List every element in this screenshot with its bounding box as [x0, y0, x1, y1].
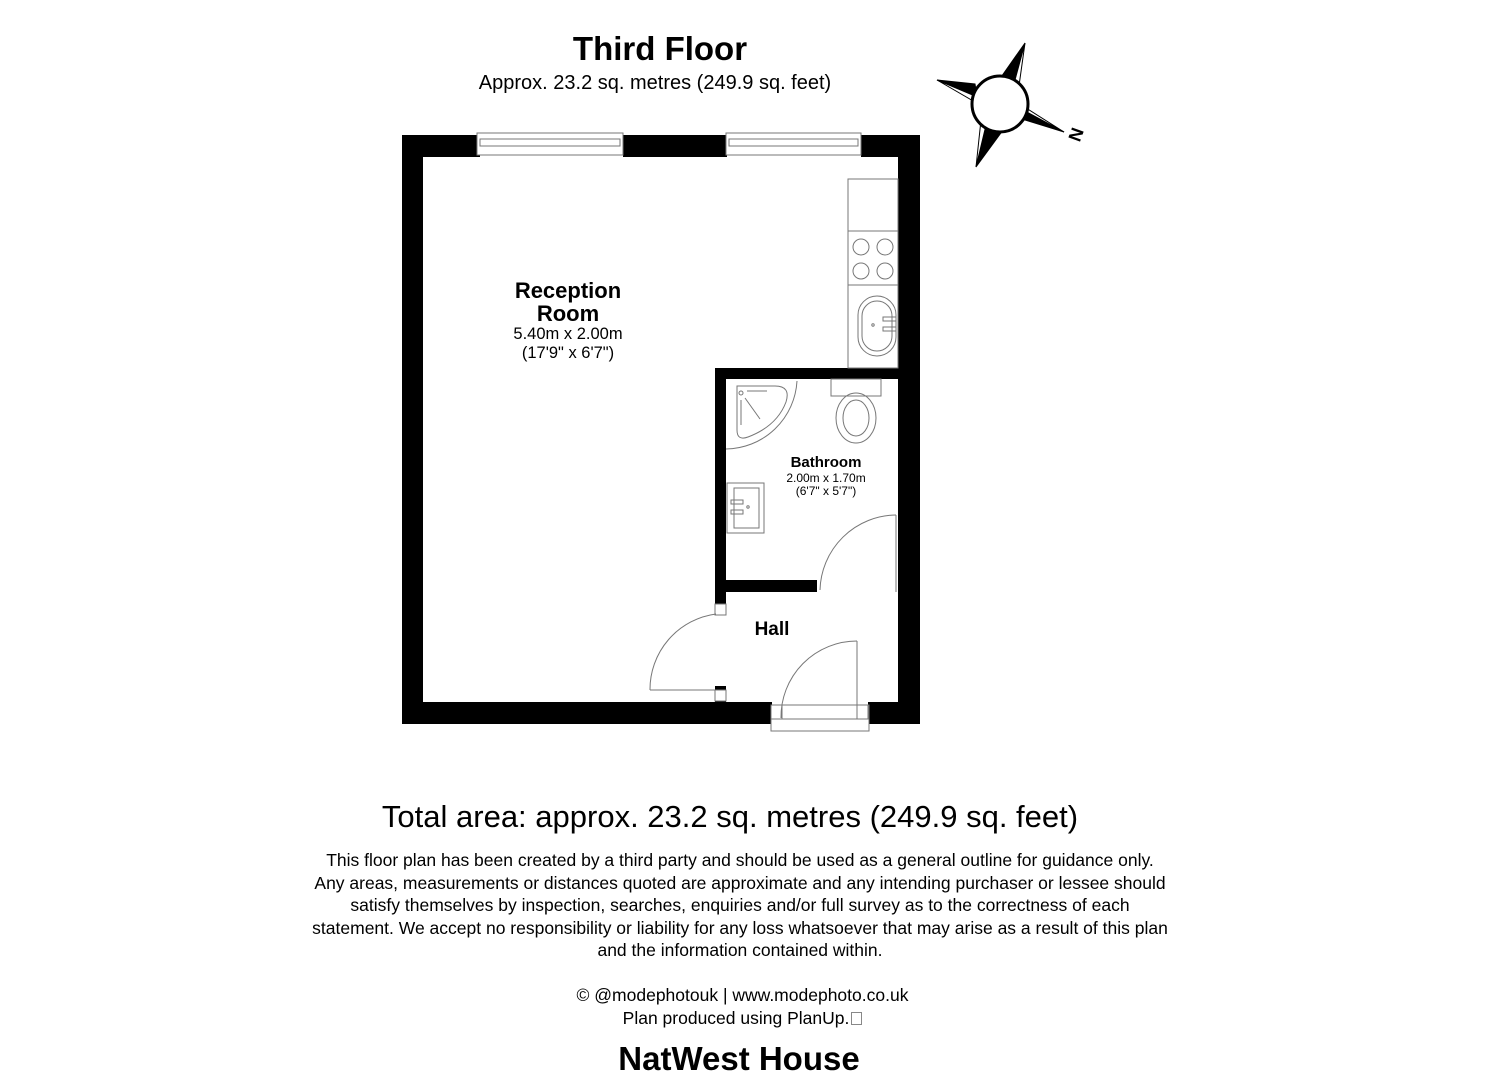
building-name: NatWest House	[618, 1040, 860, 1077]
kitchen-counter-icon	[848, 179, 898, 368]
kitchen-sink-icon	[858, 296, 896, 356]
walls	[402, 135, 920, 724]
disclaimer-line: and the information contained within.	[597, 940, 883, 960]
hob-icon	[853, 239, 893, 279]
room-dimensions-metric: 5.40m x 2.00m	[513, 325, 623, 343]
disclaimer	[240, 849, 1240, 962]
disclaimer-line: Any areas, measurements or distances quoted are approximate and any intending purchaser or lessee should	[314, 872, 1166, 893]
credits	[0, 984, 1485, 1029]
shower-tray-icon	[726, 381, 797, 449]
planup-text: Plan produced using PlanUp.	[622, 1007, 850, 1028]
room-label-hall: Hall	[754, 619, 790, 640]
disclaimer-line: statement. We accept no responsibility or liability for any loss whatsoever that may arise as a result of this plan	[312, 917, 1168, 938]
room-name: Reception	[514, 278, 622, 303]
toilet-icon	[831, 379, 881, 443]
room-dimensions-imperial: (6'7" x 5'7")	[795, 484, 857, 498]
floor-title: Third Floor	[572, 30, 748, 67]
total-area: Total area: approx. 23.2 sq. metres (249.9 sq. feet)	[381, 799, 1079, 834]
disclaimer-line: satisfy themselves by inspection, searches, enquiries and/or full survey as to the correctness of each	[350, 895, 1130, 915]
disclaimer-line: This floor plan has been created by a third party and should be used as a general outline for guidance only.	[326, 850, 1154, 870]
planup-line	[0, 1007, 1485, 1030]
room-dimensions-metric: 2.00m x 1.70m	[786, 471, 866, 485]
missing-glyph-icon	[851, 1012, 862, 1025]
north-label: N	[1064, 125, 1088, 145]
room-label-reception	[468, 279, 668, 363]
floor-area: Approx. 23.2 sq. metres (249.9 sq. feet)	[478, 72, 832, 94]
copyright-line: © @modephotouk | www.modephoto.co.uk	[576, 985, 909, 1005]
room-name: Room	[536, 301, 600, 326]
room-label-bathroom	[756, 454, 896, 498]
room-name: Bathroom	[790, 454, 862, 471]
compass-rose-icon	[930, 38, 1100, 173]
room-dimensions-imperial: (17'9" x 6'7")	[521, 344, 615, 362]
